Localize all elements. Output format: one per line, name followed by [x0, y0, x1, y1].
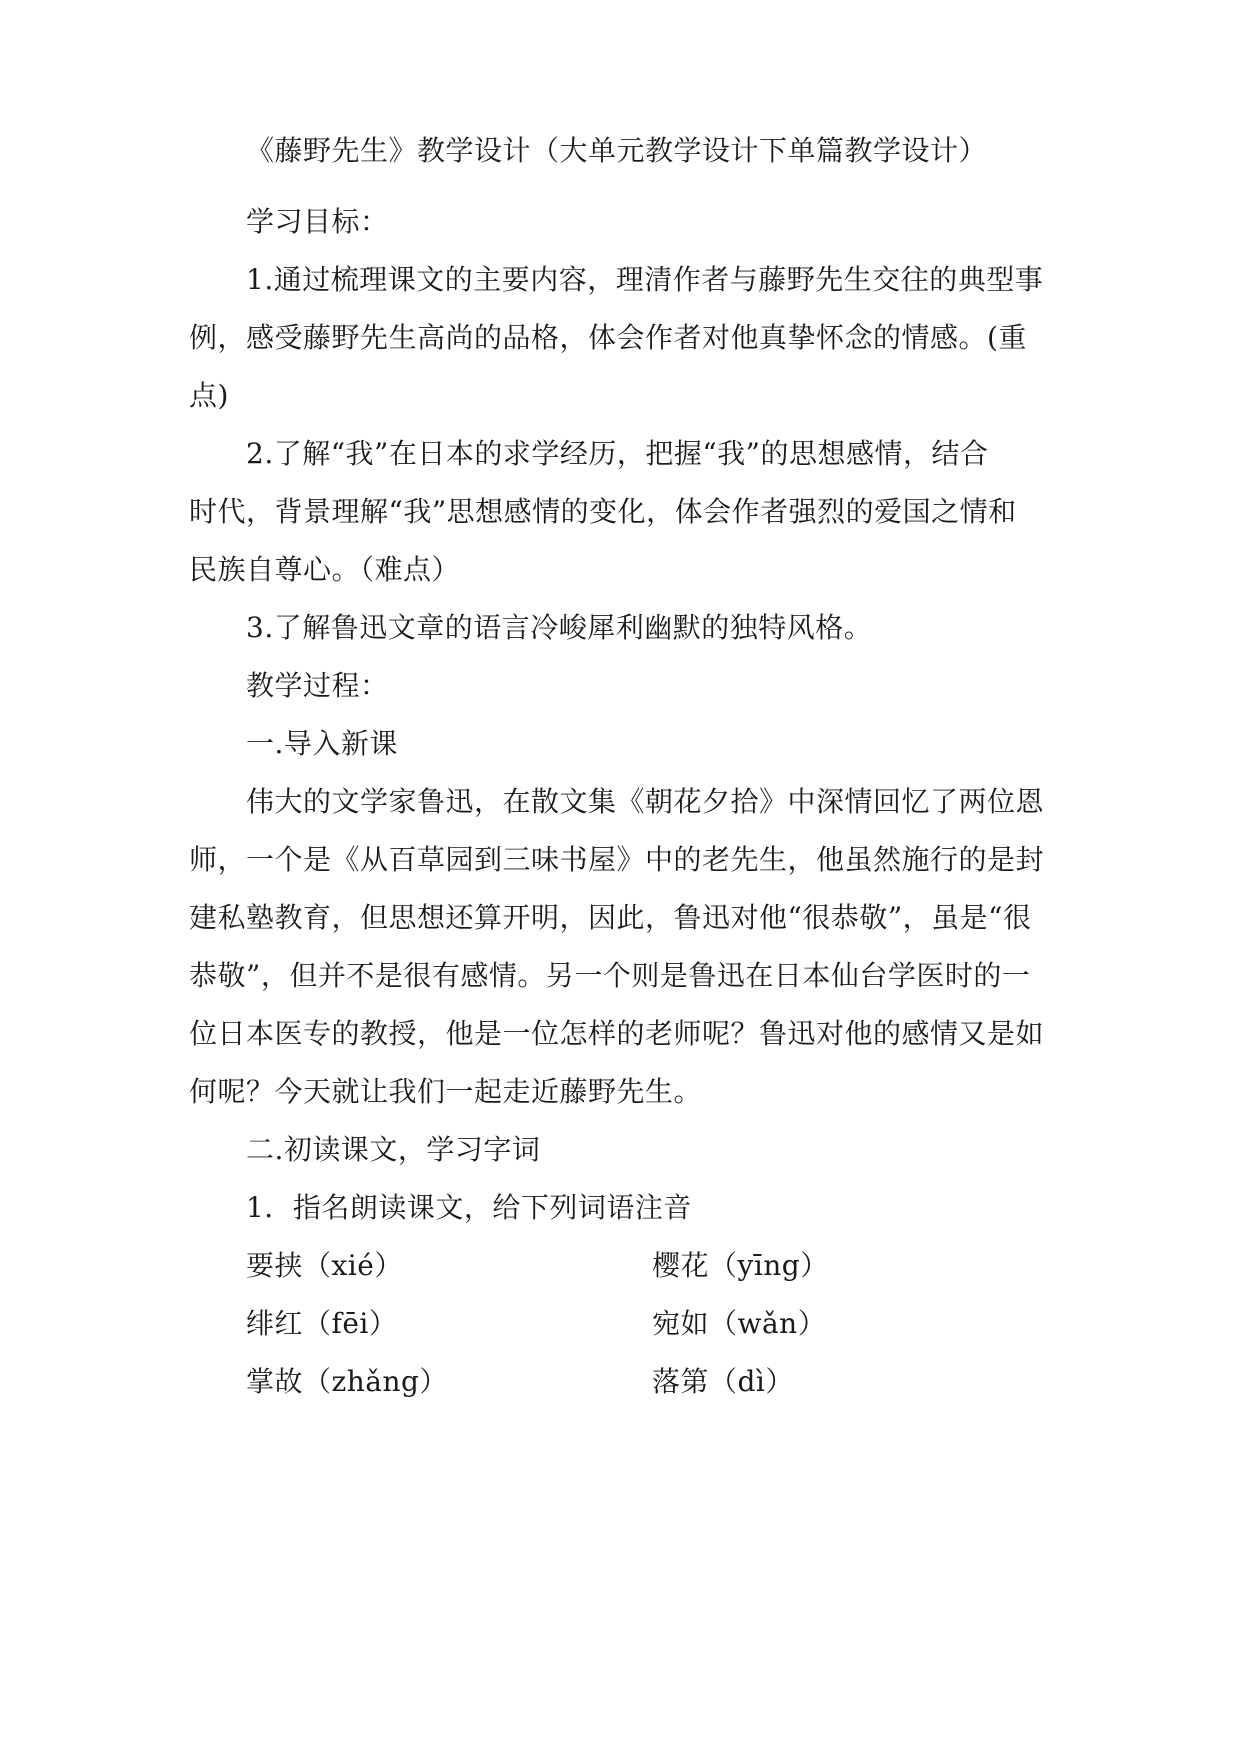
step-1: 1．指名朗读课文，给下列词语注音	[246, 1191, 692, 1224]
intro-line-1: 伟大的文学家鲁迅，在散文集《朝花夕拾》中深情回忆了两位恩	[246, 785, 1045, 818]
intro-line-5: 位日本医专的教授，他是一位怎样的老师呢？鲁迅对他的感情又是如	[189, 1017, 1045, 1050]
objective-3: 3.了解鲁迅文章的语言冷峻犀利幽默的独特风格。	[246, 611, 873, 644]
intro-line-2: 师，一个是《从百草园到三味书屋》中的老先生，他虽然施行的是封	[189, 843, 1045, 876]
process-heading: 教学过程：	[246, 669, 389, 702]
section-2-heading: 二.初读课文，学习字词	[246, 1133, 541, 1166]
vocab-item: 樱花（yīng）	[652, 1249, 829, 1282]
section-1-heading: 一.导入新课	[246, 727, 398, 760]
objective-1-line-1: 1.通过梳理课文的主要内容，理清作者与藤野先生交往的典型事	[246, 263, 1044, 296]
document-title: 《藤野先生》教学设计（大单元教学设计下单篇教学设计）	[246, 134, 988, 167]
objective-2-line-2: 时代，背景理解“我”思想感情的变化，体会作者强烈的爱国之情和	[189, 495, 1017, 528]
vocab-item: 宛如（wǎn）	[652, 1307, 827, 1340]
intro-line-6: 何呢？今天就让我们一起走近藤野先生。	[189, 1075, 703, 1108]
vocab-item: 要挟（xié）	[246, 1249, 403, 1282]
vocab-item: 落第（dì）	[652, 1365, 794, 1398]
vocab-item: 掌故（zhǎng）	[246, 1365, 448, 1398]
intro-line-3: 建私塾教育，但思想还算开明，因此，鲁迅对他“很恭敬”，虽是“很	[189, 901, 1032, 934]
intro-line-4: 恭敬”，但并不是很有感情。另一个则是鲁迅在日本仙台学医时的一	[189, 959, 1031, 992]
objective-1-line-2: 例，感受藤野先生高尚的品格，体会作者对他真挚怀念的情感。(重	[189, 321, 1027, 354]
objectives-heading: 学习目标：	[246, 205, 389, 238]
objective-2-line-3: 民族自尊心。（难点）	[189, 553, 461, 586]
objective-1-line-3: 点)	[189, 379, 229, 412]
vocab-item: 绯红（fēi）	[246, 1307, 398, 1340]
objective-2-line-1: 2.了解“我”在日本的求学经历，把握“我”的思想感情，结合	[246, 437, 989, 470]
